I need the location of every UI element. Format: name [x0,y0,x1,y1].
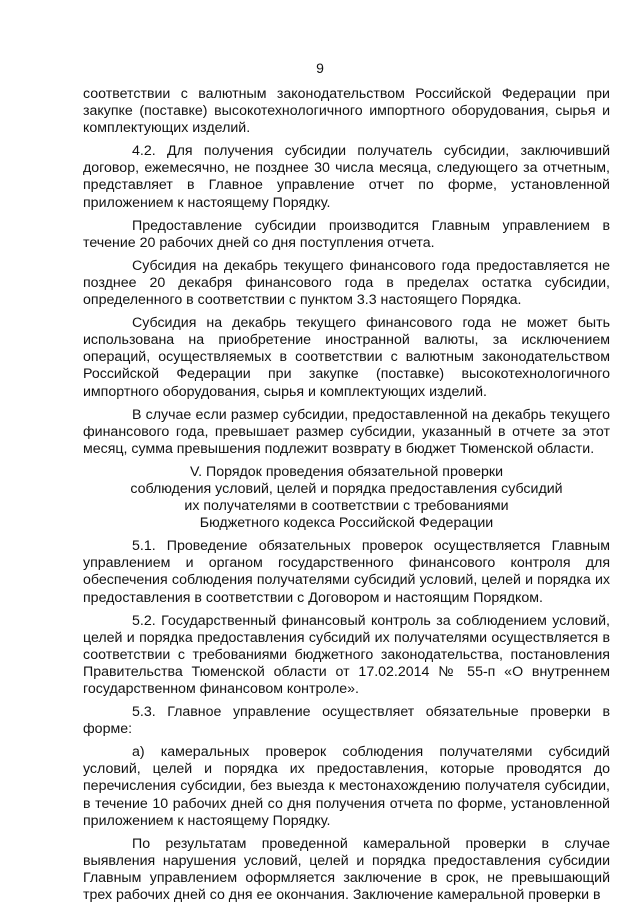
document-body [83,86,610,910]
section-heading-line: V. Порядок проведения обязательной проверки [189,463,504,480]
paragraph-4-2: 4.2. Для получения субсидии получатель субсидии, заключивший договор, ежемесячно, не позднее 30 числа месяца, следующего за отчетным, представляет в Главное управление отчет по форме, установленной приложением к настоящему Порядку. [83,143,610,211]
paragraph-5-2: 5.2. Государственный финансовый контроль за соблюдением условий, целей и порядка предоставления субсидий их получателями осуществляется в соответствии с требованиями бюджетного законодательства, постановления Правительства Тюменской области от 17.02.2014 № 55-п «О внутреннем государственном финансовом контроле». [83,612,610,697]
section-heading [83,464,610,532]
paragraph-5-3: 5.3. Главное управление осуществляет обязательные проверки в форме: [83,704,610,738]
paragraph-item-a: а) камеральных проверок соблюдения получателями субсидий условий, целей и порядка их предоставления, которые проводятся до перечисления субсидии, без выезда к местонахождению получателя субсидии, в течение 10 рабочих дней со дня получения отчета по форме, установленной приложением к настоящему Порядку. [83,744,610,829]
paragraph: соответствии с валютным законодательством Российской Федерации при закупке (поставке) высокотехнологичного импортного оборудования, сырья и комплектующих изделий. [83,86,610,137]
paragraph-5-1: 5.1. Проведение обязательных проверок осуществляется Главным управлением и органом государственного финансового контроля для обеспечения соблюдения получателями субсидий условий, целей и порядка их предоставления в соответствии с Договором и настоящим Порядком. [83,538,610,606]
paragraph: Субсидия на декабрь текущего финансового года предоставляется не позднее 20 декабря финансового года в пределах остатка субсидии, определенного в соответствии с пунктом 3.3 настоящего Порядка. [83,257,610,309]
page-number: 9 [316,60,324,76]
paragraph: В случае если размер субсидии, предоставленной на декабрь текущего финансового года, превышает размер субсидии, указанный в отчете за этот месяц, сумма превышения подлежит возврату в бюджет Тюменской области. [83,406,610,457]
paragraph: Субсидия на декабрь текущего финансового года не может быть использована на приобретение иностранной валюты, за исключением операций, осуществляемых в соответствии с валютным законодательством Российской Федерации при закупке (поставке) высокотехнологичного импортного оборудования, сырья и комплектующих изделий. [83,315,610,400]
paragraph: По результатам проведенной камеральной проверки в случае выявления нарушения условий, целей и порядка предоставления субсидии Главным управлением оформляется заключение в срок, не превышающий трех рабочих дней со дня ее окончания. Заключение камеральной проверки в [83,835,610,904]
section-heading-line: соблюдения условий, целей и порядка предоставления субсидий [130,480,563,497]
section-heading-line: Бюджетного кодекса Российской Федерации [199,515,494,532]
paragraph: Предоставление субсидии производится Главным управлением в течение 20 рабочих дней со дня поступления отчета. [83,217,610,251]
section-heading-line: их получателями в соответствии с требованиями [184,498,509,515]
